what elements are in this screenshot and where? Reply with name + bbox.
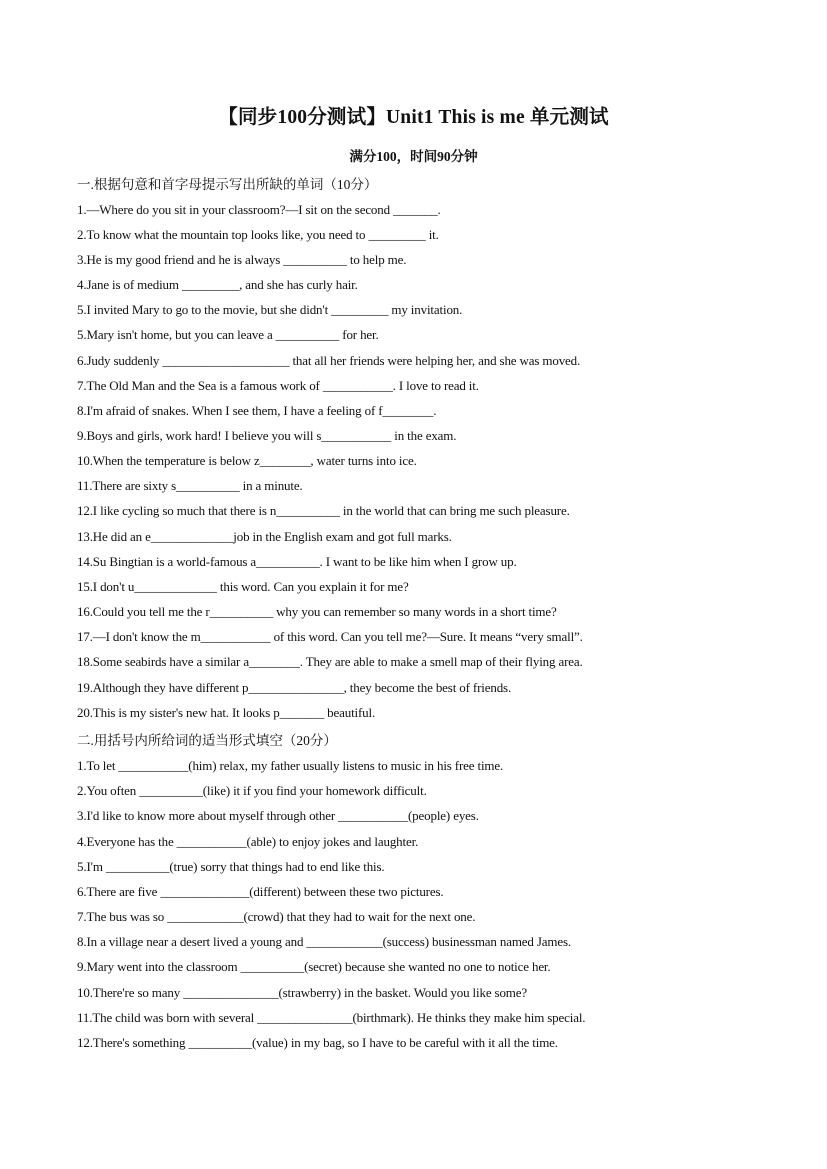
question-line: 3.I'd like to know more about myself through other ___________(people) eyes. [77,808,479,823]
document-title: 【同步100分测试】Unit1 This is me 单元测试 [218,107,609,128]
question-line: 10.There're so many _______________(strawberry) in the basket. Would you like some? [77,985,528,1000]
question-line: 7.The bus was so ____________(crowd) that they had to wait for the next one. [77,909,476,924]
question-line: 19.Although they have different p_______________, they become the best of friends. [77,680,512,695]
question-line: 15.I don't u_____________ this word. Can you explain it for me? [77,579,409,594]
question-line: 13.He did an e_____________job in the English exam and got full marks. [77,529,452,544]
question-line: 6.Judy suddenly ____________________ that all her friends were helping her, and she was moved. [77,353,581,368]
question-line: 8.In a village near a desert lived a young and ____________(success) businessman named James. [77,934,571,949]
question-line: 18.Some seabirds have a similar a________. They are able to make a smell map of their flying area. [77,654,583,669]
question-line: 12.I like cycling so much that there is n__________ in the world that can bring me such pleasure. [77,503,570,518]
question-line: 5.Mary isn't home, but you can leave a __________ for her. [77,327,379,342]
question-line: 4.Everyone has the ___________(able) to enjoy jokes and laughter. [77,834,419,849]
question-line: 10.When the temperature is below z________, water turns into ice. [77,453,417,468]
question-line: 6.There are five ______________(different) between these two pictures. [77,884,444,899]
question-line: 11.There are sixty s__________ in a minute. [77,478,303,493]
question-line: 20.This is my sister's new hat. It looks p_______ beautiful. [77,705,376,720]
section-2-heading: 二.用括号内所给词的适当形式填空（20分） [77,733,337,748]
question-line: 1.To let ___________(him) relax, my father usually listens to music in his free time. [77,758,504,773]
document-subtitle: 满分100，时间90分钟 [349,149,478,164]
question-line: 11.The child was born with several _______________(birthmark). He thinks they make him special. [77,1010,586,1025]
question-line: 7.The Old Man and the Sea is a famous work of ___________. I love to read it. [77,378,479,393]
question-line: 9.Boys and girls, work hard! I believe you will s___________ in the exam. [77,428,457,443]
question-line: 4.Jane is of medium _________, and she has curly hair. [77,277,358,292]
question-line: 5.I'm __________(true) sorry that things had to end like this. [77,859,385,874]
question-line: 1.—Where do you sit in your classroom?—I sit on the second _______. [77,202,441,217]
question-line: 8.I'm afraid of snakes. When I see them, I have a feeling of f________. [77,403,437,418]
question-line: 9.Mary went into the classroom __________(secret) because she wanted no one to notice her. [77,959,551,974]
question-line: 14.Su Bingtian is a world-famous a__________. I want to be like him when I grow up. [77,554,517,569]
question-line: 12.There's something __________(value) in my bag, so I have to be careful with it all the time. [77,1035,558,1050]
question-line: 2.You often __________(like) it if you find your homework difficult. [77,783,427,798]
question-line: 2.To know what the mountain top looks like, you need to _________ it. [77,227,439,242]
section-1-heading: 一.根据句意和首字母提示写出所缺的单词（10分） [77,177,378,192]
question-line: 16.Could you tell me the r__________ why you can remember so many words in a short time? [77,604,557,619]
question-line: 3.He is my good friend and he is always __________ to help me. [77,252,407,267]
question-line: 17.—I don't know the m___________ of this word. Can you tell me?—Sure. It means “very small”. [77,629,583,644]
question-line: 5.I invited Mary to go to the movie, but she didn't _________ my invitation. [77,302,463,317]
